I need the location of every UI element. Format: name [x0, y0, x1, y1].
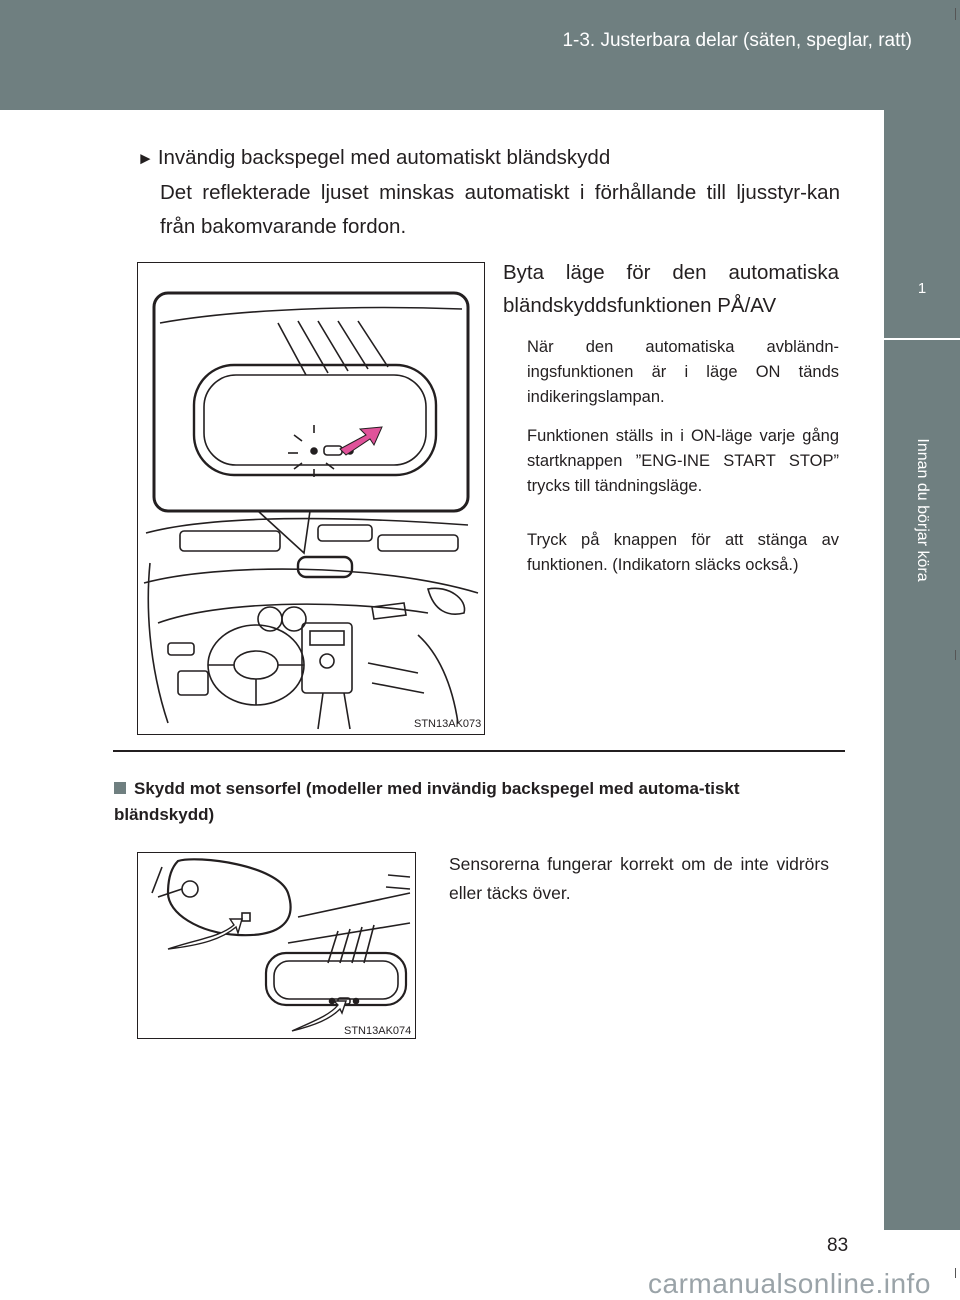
figure-code: STN13AK074 [344, 1025, 412, 1037]
figure-code: STN13AK073 [414, 718, 482, 730]
note-heading [114, 776, 844, 828]
watermark: carmanualsonline.info [648, 1268, 931, 1299]
note-square-icon [114, 782, 126, 794]
section-title: 1-3. Justerbara delar (säten, speglar, ratt) [562, 30, 912, 51]
note-title: Skydd mot sensorfel (modeller med invändig backspegel med automa-tiskt bländskydd) [114, 779, 740, 824]
main-heading [137, 146, 610, 170]
crop-mark [955, 1268, 956, 1278]
note-body: Sensorerna fungerar korrekt om de inte vidrörs eller täcks över. [449, 854, 829, 903]
main-description: Det reflekterade ljuset minskas automatiskt i förhållande till ljusstyr-kan från bakomvarande fordon. [160, 181, 840, 238]
switch-paragraph-2: Funktionen ställs in i ON-läge varje gång startknappen ”ENG-INE START STOP” trycks till tändningsläge. [527, 427, 839, 495]
side-tab-divider [884, 338, 960, 340]
chapter-number: 1 [917, 280, 927, 297]
figure-mirror-sensors [137, 852, 416, 1039]
crop-mark [955, 8, 956, 20]
page-number: 83 [827, 1235, 849, 1256]
switch-heading: Byta läge för den automatiska bländskyddsfunktionen PÅ/AV [503, 261, 839, 317]
page-header [0, 0, 960, 110]
switch-paragraph-1: När den automatiska avbländn-ingsfunktionen är i läge ON tänds indikeringslampan. [527, 338, 839, 406]
figure-mirror-dashboard [137, 262, 485, 735]
switch-paragraph-3: Tryck på knappen för att stänga av funktionen. (Indikatorn släcks också.) [527, 531, 839, 574]
mirror-sensors-illustration [138, 853, 415, 1038]
chapter-side-tab [884, 110, 960, 1230]
heading-marker: ► [137, 149, 154, 168]
chapter-label: Innan du börjar köra [914, 438, 931, 582]
mirror-dashboard-illustration [138, 263, 484, 734]
section-divider [113, 750, 845, 752]
heading-text: Invändig backspegel med automatiskt bländskydd [157, 146, 611, 169]
crop-mark [955, 650, 956, 660]
